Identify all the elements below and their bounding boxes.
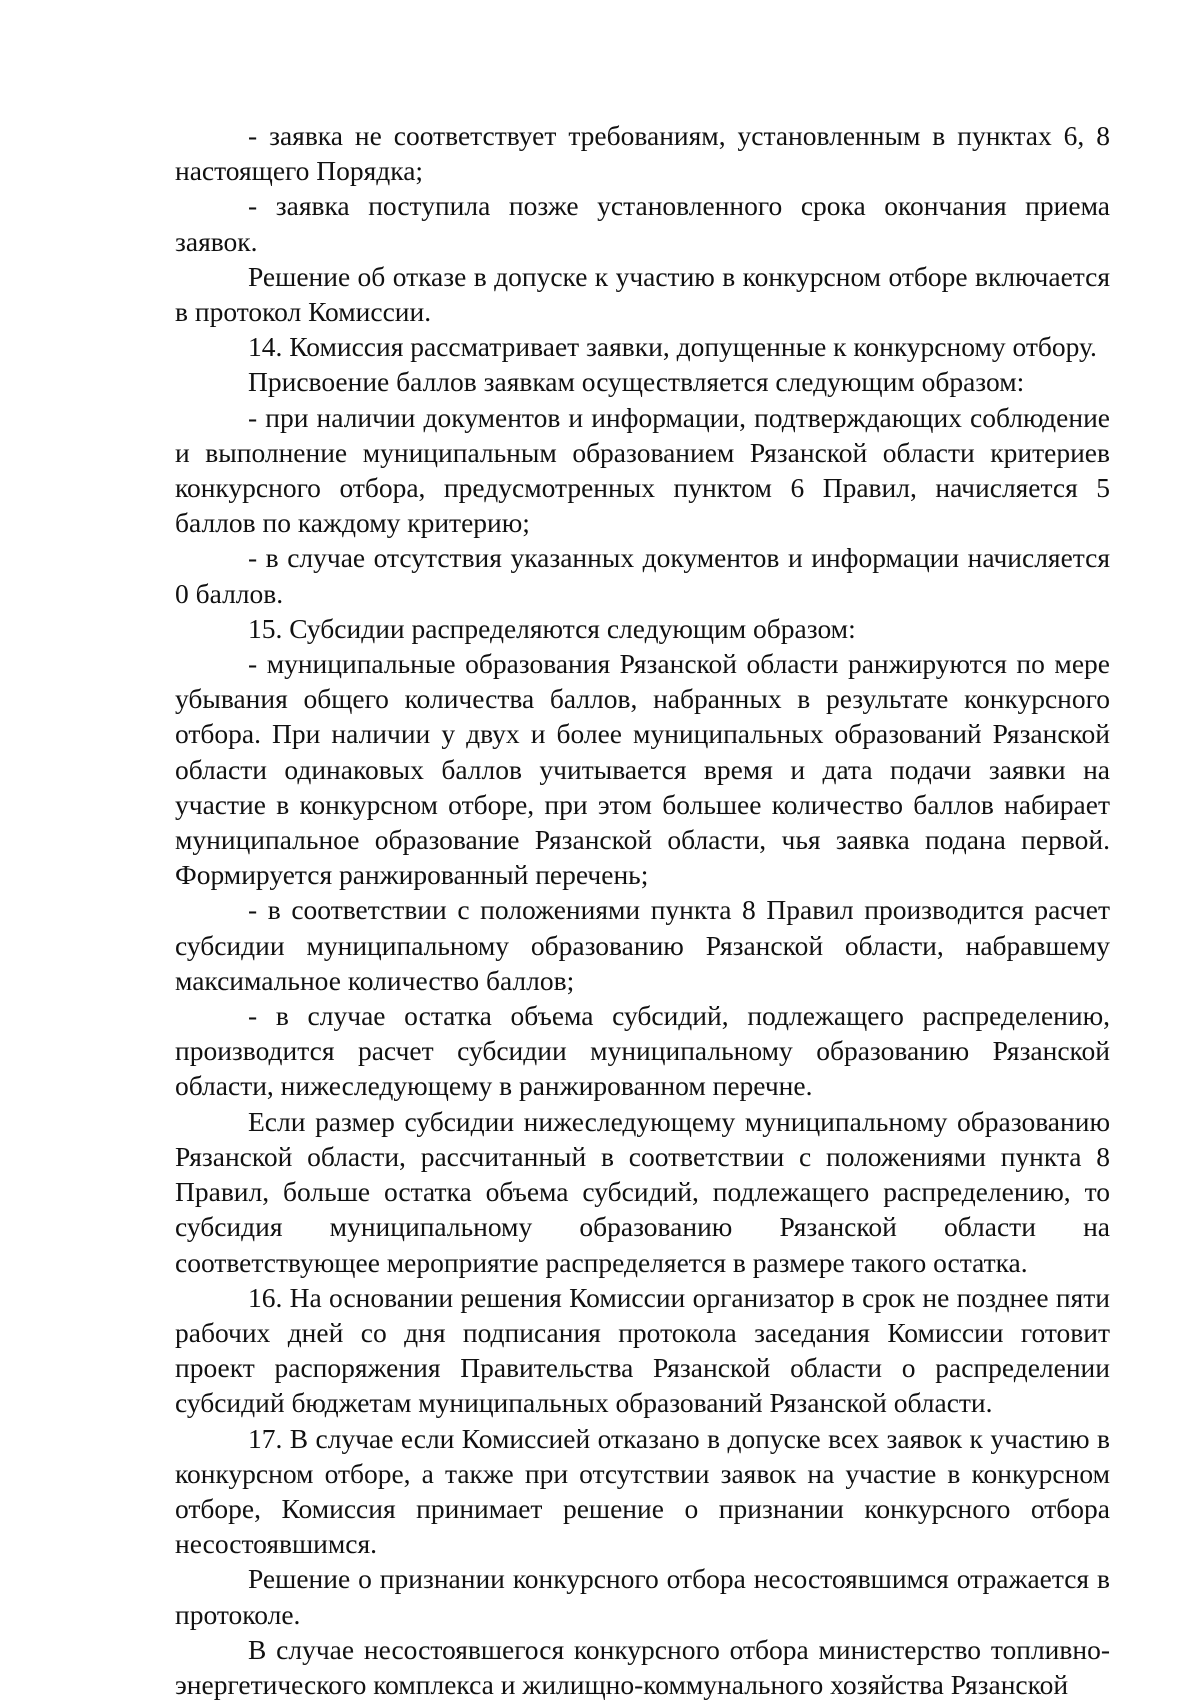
paragraph-11: - в случае остатка объема субсидий, подлежащего распределению, производится расчет субсидии муниципальному образованию Рязанской области, нижеследующему в ранжированном перечне. [175, 1000, 1110, 1102]
paragraph-6: - при наличии документов и информации, подтверждающих соблюдение и выполнение муниципальным образованием Рязанской области критериев конкурсного отбора, предусмотренных пунктом 6 Правил, начисляется 5 баллов по каждому критерию; [175, 401, 1110, 539]
document-body [175, 118, 1110, 1702]
paragraph-16: В случае несостоявшегося конкурсного отбора министерство топливно-энергетического комплекса и жилищно-коммунального хозяйства Рязанской [175, 1633, 1110, 1700]
paragraph-7: - в случае отсутствия указанных документов и информации начисляется 0 баллов. [175, 542, 1110, 609]
paragraph-2: - заявка поступила позже установленного срока окончания приема заявок. [175, 190, 1110, 257]
paragraph-13: 16. На основании решения Комиссии организатор в срок не позднее пяти рабочих дней со дня подписания протокола заседания Комиссии готовит проект распоряжения Правительства Рязанской области о распределении субсидий бюджетам муниципальных образований Рязанской области. [175, 1281, 1110, 1419]
paragraph-3: Решение об отказе в допуске к участию в конкурсном отборе включается в протокол Комиссии. [175, 260, 1110, 328]
paragraph-15: Решение о признании конкурсного отбора несостоявшимся отражается в протоколе. [175, 1563, 1110, 1630]
paragraph-5: Присвоение баллов заявкам осуществляется следующим образом: [248, 366, 1025, 398]
paragraph-4: 14. Комиссия рассматривает заявки, допущенные к конкурсному отбору. [248, 331, 1097, 363]
paragraph-9: - муниципальные образования Рязанской области ранжируются по мере убывания общего количества баллов, набранных в результате конкурсного отбора. При наличии у двух и более муниципальных образований Рязанской области одинаковых баллов учитывается время и дата подачи заявки на участие в конкурсном отборе, при этом большее количество баллов набирает муниципальное образование Рязанской области, чья заявка подана первой. Формируется ранжированный перечень; [175, 648, 1110, 891]
paragraph-1: - заявка не соответствует требованиям, установленным в пунктах 6, 8 настоящего Порядка; [175, 120, 1110, 187]
paragraph-14: 17. В случае если Комиссией отказано в допуске всех заявок к участию в конкурсном отборе, а также при отсутствии заявок на участие в конкурсном отборе, Комиссия принимает решение о признании конкурсного отбора несостоявшимся. [175, 1422, 1110, 1560]
paragraph-10: - в соответствии с положениями пункта 8 Правил производится расчет субсидии муниципальному образованию Рязанской области, набравшему максимальное количество баллов; [175, 894, 1110, 996]
paragraph-12: Если размер субсидии нижеследующему муниципальному образованию Рязанской области, рассчитанный в соответствии с положениями пункта 8 Правил, больше остатка объема субсидий, подлежащего распределению, то субсидия муниципальному образованию Рязанской области на соответствующее мероприятие распределяется в размере такого остатка. [175, 1105, 1110, 1278]
paragraph-8: 15. Субсидии распределяются следующим образом: [248, 612, 856, 644]
